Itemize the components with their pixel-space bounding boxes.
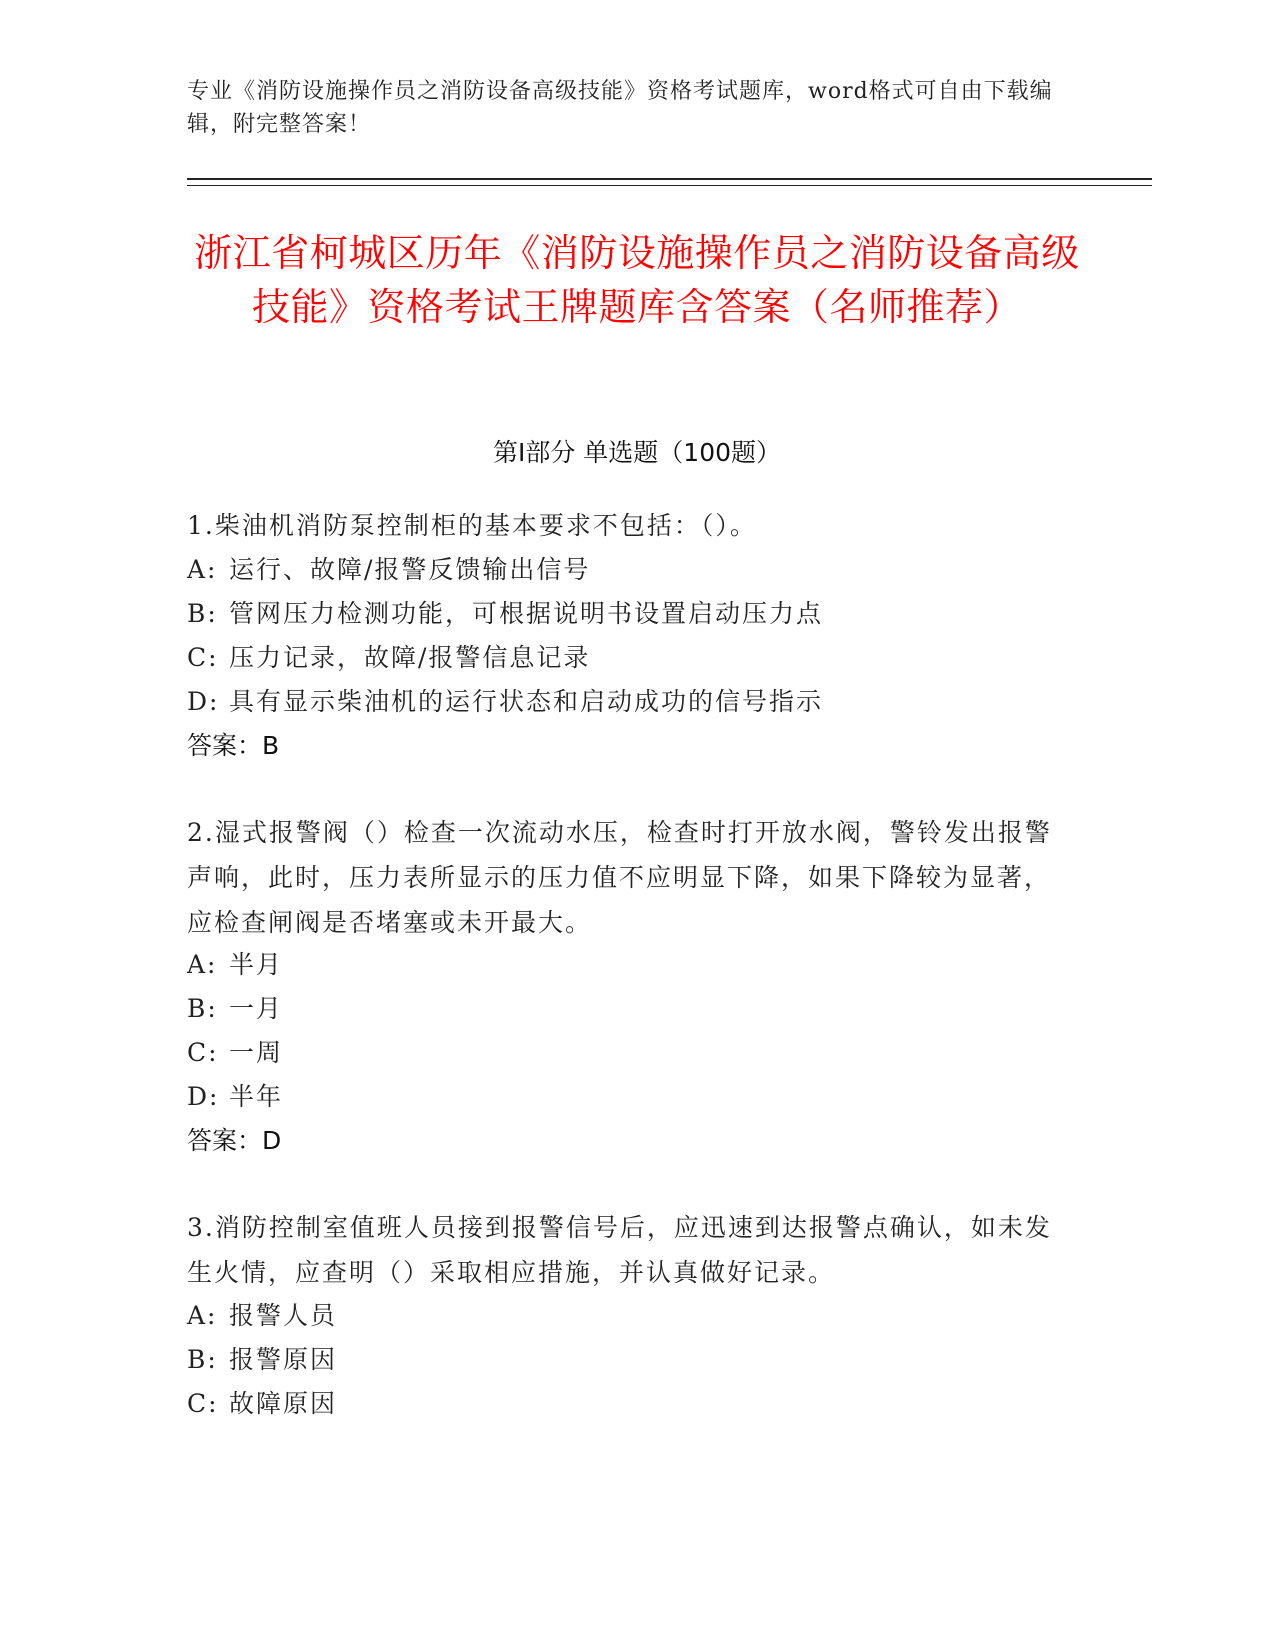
header-rule-thick [187, 178, 1152, 180]
option-letter: D: [187, 1082, 220, 1111]
question-1-option-a [187, 547, 1067, 592]
option-text: 报警人员 [229, 1301, 338, 1330]
document-title: 浙江省柯城区历年《消防设施操作员之消防设备高级技能》资格考试王牌题库含答案（名师推荐） [194, 231, 1080, 329]
option-letter: B: [187, 994, 218, 1023]
question-1-option-c [187, 635, 1067, 680]
option-letter: A: [187, 950, 218, 979]
option-letter: C: [187, 643, 219, 672]
question-2-option-a [187, 942, 1067, 987]
option-letter: D: [187, 687, 220, 716]
option-text: 报警原因 [229, 1345, 338, 1374]
question-2-option-b [187, 986, 1067, 1031]
header-note: 专业《消防设施操作员之消防设备高级技能》资格考试题库，word格式可自由下载编辑，附完整答案！ [187, 79, 1053, 137]
header-rule-thin [187, 185, 1152, 186]
question-1-option-d [187, 679, 1067, 724]
option-text: 故障原因 [229, 1389, 338, 1418]
option-text: 一周 [229, 1038, 284, 1067]
question-3-option-c [187, 1381, 1067, 1426]
question-2-answer: 答案：D [187, 1126, 282, 1155]
question-1-answer: 答案：B [187, 731, 280, 760]
option-text: 半年 [229, 1082, 284, 1111]
option-text: 半月 [229, 950, 284, 979]
option-letter: C: [187, 1038, 219, 1067]
option-text: 压力记录，故障/报警信息记录 [229, 643, 591, 672]
option-letter: B: [187, 599, 218, 628]
question-2-option-d [187, 1074, 1067, 1119]
option-letter: A: [187, 1301, 218, 1330]
question-3-text: 3.消防控制室值班人员接到报警信号后，应迅速到达报警点确认，如未发生火情，应查明（）采取相应措施，并认真做好记录。 [187, 1213, 1052, 1287]
option-text: 具有显示柴油机的运行状态和启动成功的信号指示 [229, 687, 824, 716]
option-text: 运行、故障/报警反馈输出信号 [229, 555, 591, 584]
question-3-option-b [187, 1337, 1067, 1382]
option-text: 一月 [229, 994, 284, 1023]
question-2-text: 2.湿式报警阀（）检查一次流动水压，检查时打开放水阀，警铃发出报警声响，此时，压力表所显示的压力值不应明显下降，如果下降较为显著，应检查闸阀是否堵塞或未开最大。 [187, 818, 1052, 937]
option-letter: A: [187, 555, 218, 584]
question-1-option-b [187, 591, 1067, 636]
option-text: 管网压力检测功能，可根据说明书设置启动压力点 [229, 599, 824, 628]
question-2-option-c [187, 1030, 1067, 1075]
section-title: 第I部分 单选题（100题） [492, 438, 782, 467]
question-3-option-a [187, 1293, 1067, 1338]
question-1-text: 1.柴油机消防泵控制柜的基本要求不包括：（）。 [187, 511, 757, 540]
option-letter: C: [187, 1389, 219, 1418]
option-letter: B: [187, 1345, 218, 1374]
